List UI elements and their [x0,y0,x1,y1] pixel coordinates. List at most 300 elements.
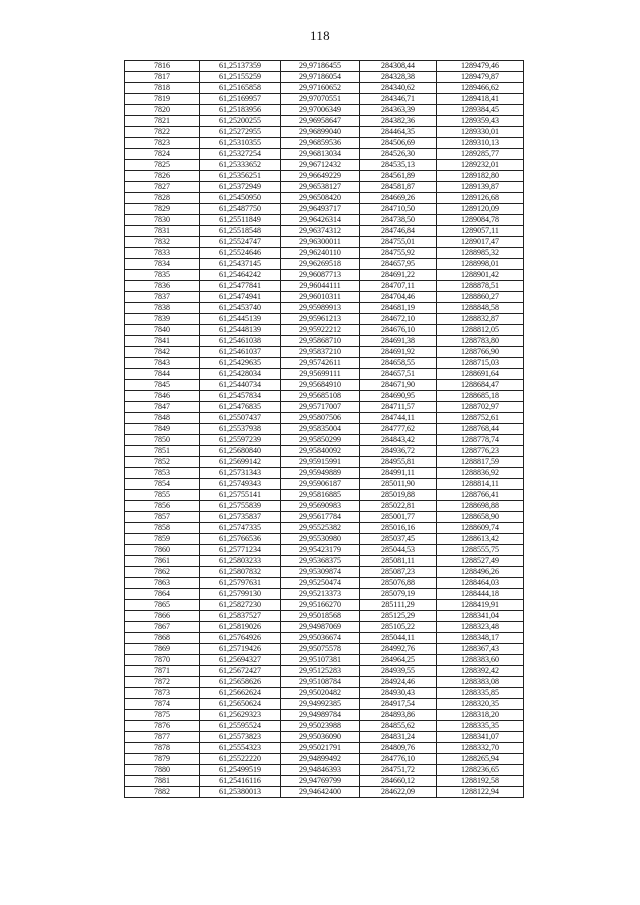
point-number-cell: 7852 [125,457,200,468]
latitude-cell: 61,25137359 [200,61,281,72]
y-coordinate-cell: 1288817,59 [437,457,524,468]
point-number-cell: 7862 [125,567,200,578]
latitude-cell: 61,25672427 [200,666,281,677]
longitude-cell: 29,95023988 [281,721,360,732]
table-row [125,116,524,127]
table-row [125,567,524,578]
y-coordinate-cell: 1288848,58 [437,303,524,314]
x-coordinate-cell: 284691,22 [360,270,437,281]
y-coordinate-cell: 1288766,90 [437,347,524,358]
x-coordinate-cell: 284843,42 [360,435,437,446]
x-coordinate-cell: 285044,11 [360,633,437,644]
point-number-cell: 7846 [125,391,200,402]
table-row [125,424,524,435]
point-number-cell: 7825 [125,160,200,171]
x-coordinate-cell: 284672,10 [360,314,437,325]
y-coordinate-cell: 1289384,45 [437,105,524,116]
longitude-cell: 29,95108784 [281,677,360,688]
y-coordinate-cell: 1289479,46 [437,61,524,72]
point-number-cell: 7853 [125,468,200,479]
y-coordinate-cell: 1289182,80 [437,171,524,182]
y-coordinate-cell: 1289285,77 [437,149,524,160]
latitude-cell: 61,25650624 [200,699,281,710]
table-row [125,149,524,160]
point-number-cell: 7873 [125,688,200,699]
table-row [125,248,524,259]
y-coordinate-cell: 1288236,65 [437,765,524,776]
longitude-cell: 29,94769799 [281,776,360,787]
longitude-cell: 29,95213373 [281,589,360,600]
y-coordinate-cell: 1288335,85 [437,688,524,699]
x-coordinate-cell: 285105,22 [360,622,437,633]
y-coordinate-cell: 1288658,90 [437,512,524,523]
x-coordinate-cell: 285022,81 [360,501,437,512]
latitude-cell: 61,25474941 [200,292,281,303]
latitude-cell: 61,25416116 [200,776,281,787]
longitude-cell: 29,95107381 [281,655,360,666]
point-number-cell: 7845 [125,380,200,391]
table-row [125,160,524,171]
table-row [125,710,524,721]
table-row [125,314,524,325]
x-coordinate-cell: 284464,35 [360,127,437,138]
y-coordinate-cell: 1288832,87 [437,314,524,325]
y-coordinate-cell: 1288323,48 [437,622,524,633]
point-number-cell: 7820 [125,105,200,116]
longitude-cell: 29,95250474 [281,578,360,589]
latitude-cell: 61,25537938 [200,424,281,435]
x-coordinate-cell: 284936,72 [360,446,437,457]
longitude-cell: 29,97186455 [281,61,360,72]
table-row [125,622,524,633]
latitude-cell: 61,25699142 [200,457,281,468]
x-coordinate-cell: 284776,10 [360,754,437,765]
table-row [125,512,524,523]
latitude-cell: 61,25766536 [200,534,281,545]
y-coordinate-cell: 1289126,68 [437,193,524,204]
point-number-cell: 7882 [125,787,200,798]
x-coordinate-cell: 284855,62 [360,721,437,732]
table-row [125,677,524,688]
longitude-cell: 29,95906187 [281,479,360,490]
point-number-cell: 7827 [125,182,200,193]
y-coordinate-cell: 1288766,41 [437,490,524,501]
table-row [125,490,524,501]
x-coordinate-cell: 284506,69 [360,138,437,149]
table-row [125,545,524,556]
table-row [125,446,524,457]
table-row [125,325,524,336]
table-row [125,776,524,787]
longitude-cell: 29,97186054 [281,72,360,83]
table-row [125,611,524,622]
x-coordinate-cell: 284526,30 [360,149,437,160]
latitude-cell: 61,25807832 [200,567,281,578]
y-coordinate-cell: 1288752,61 [437,413,524,424]
longitude-cell: 29,95840092 [281,446,360,457]
longitude-cell: 29,95717007 [281,402,360,413]
table-row [125,721,524,732]
point-number-cell: 7859 [125,534,200,545]
latitude-cell: 61,25595524 [200,721,281,732]
latitude-cell: 61,25487750 [200,204,281,215]
point-number-cell: 7876 [125,721,200,732]
table-row [125,556,524,567]
point-number-cell: 7821 [125,116,200,127]
y-coordinate-cell: 1288348,17 [437,633,524,644]
longitude-cell: 29,95166270 [281,600,360,611]
x-coordinate-cell: 284755,92 [360,248,437,259]
x-coordinate-cell: 284924,46 [360,677,437,688]
latitude-cell: 61,25694327 [200,655,281,666]
latitude-cell: 61,25445139 [200,314,281,325]
latitude-cell: 61,25719426 [200,644,281,655]
x-coordinate-cell: 285016,16 [360,523,437,534]
point-number-cell: 7870 [125,655,200,666]
y-coordinate-cell: 1289479,87 [437,72,524,83]
table-row [125,105,524,116]
y-coordinate-cell: 1288392,42 [437,666,524,677]
point-number-cell: 7816 [125,61,200,72]
y-coordinate-cell: 1289418,41 [437,94,524,105]
point-number-cell: 7878 [125,743,200,754]
longitude-cell: 29,95868710 [281,336,360,347]
point-number-cell: 7849 [125,424,200,435]
table-row [125,765,524,776]
longitude-cell: 29,96958647 [281,116,360,127]
table-row [125,402,524,413]
longitude-cell: 29,96087713 [281,270,360,281]
x-coordinate-cell: 284738,50 [360,215,437,226]
table-row [125,754,524,765]
latitude-cell: 61,25165858 [200,83,281,94]
point-number-cell: 7860 [125,545,200,556]
y-coordinate-cell: 1288684,47 [437,380,524,391]
point-number-cell: 7869 [125,644,200,655]
point-number-cell: 7867 [125,622,200,633]
table-row [125,523,524,534]
latitude-cell: 61,25450950 [200,193,281,204]
longitude-cell: 29,95530980 [281,534,360,545]
x-coordinate-cell: 284308,44 [360,61,437,72]
point-number-cell: 7868 [125,633,200,644]
point-number-cell: 7858 [125,523,200,534]
y-coordinate-cell: 1288901,42 [437,270,524,281]
y-coordinate-cell: 1288609,74 [437,523,524,534]
latitude-cell: 61,25827230 [200,600,281,611]
latitude-cell: 61,25461038 [200,336,281,347]
y-coordinate-cell: 1288776,23 [437,446,524,457]
table-row [125,336,524,347]
point-number-cell: 7874 [125,699,200,710]
y-coordinate-cell: 1288496,26 [437,567,524,578]
y-coordinate-cell: 1288998,01 [437,259,524,270]
x-coordinate-cell: 285001,77 [360,512,437,523]
table-row [125,578,524,589]
point-number-cell: 7840 [125,325,200,336]
latitude-cell: 61,25837527 [200,611,281,622]
x-coordinate-cell: 284382,36 [360,116,437,127]
y-coordinate-cell: 1289139,87 [437,182,524,193]
table-row [125,534,524,545]
point-number-cell: 7839 [125,314,200,325]
table-row [125,281,524,292]
longitude-cell: 29,96300011 [281,237,360,248]
y-coordinate-cell: 1288878,51 [437,281,524,292]
longitude-cell: 29,95850299 [281,435,360,446]
point-number-cell: 7855 [125,490,200,501]
x-coordinate-cell: 284657,51 [360,369,437,380]
y-coordinate-cell: 1288192,58 [437,776,524,787]
latitude-cell: 61,25522220 [200,754,281,765]
point-number-cell: 7829 [125,204,200,215]
longitude-cell: 29,96493717 [281,204,360,215]
longitude-cell: 29,94987069 [281,622,360,633]
y-coordinate-cell: 1288685,18 [437,391,524,402]
table-row [125,94,524,105]
table-row [125,237,524,248]
point-number-cell: 7856 [125,501,200,512]
point-number-cell: 7823 [125,138,200,149]
latitude-cell: 61,25799130 [200,589,281,600]
longitude-cell: 29,95125283 [281,666,360,677]
x-coordinate-cell: 284657,95 [360,259,437,270]
point-number-cell: 7817 [125,72,200,83]
point-number-cell: 7875 [125,710,200,721]
table-row [125,666,524,677]
x-coordinate-cell: 284340,62 [360,83,437,94]
table-row [125,391,524,402]
table-row [125,292,524,303]
longitude-cell: 29,95036090 [281,732,360,743]
point-number-cell: 7830 [125,215,200,226]
latitude-cell: 61,25658626 [200,677,281,688]
x-coordinate-cell: 285079,19 [360,589,437,600]
point-number-cell: 7843 [125,358,200,369]
point-number-cell: 7864 [125,589,200,600]
table-row [125,699,524,710]
latitude-cell: 61,25749343 [200,479,281,490]
longitude-cell: 29,95915991 [281,457,360,468]
x-coordinate-cell: 284744,11 [360,413,437,424]
longitude-cell: 29,95368375 [281,556,360,567]
point-number-cell: 7836 [125,281,200,292]
x-coordinate-cell: 284992,76 [360,644,437,655]
x-coordinate-cell: 284893,86 [360,710,437,721]
y-coordinate-cell: 1288812,05 [437,325,524,336]
x-coordinate-cell: 284658,55 [360,358,437,369]
latitude-cell: 61,25573823 [200,732,281,743]
y-coordinate-cell: 1289084,78 [437,215,524,226]
longitude-cell: 29,94992385 [281,699,360,710]
table-row [125,72,524,83]
y-coordinate-cell: 1288318,20 [437,710,524,721]
x-coordinate-cell: 284691,38 [360,336,437,347]
latitude-cell: 61,25453740 [200,303,281,314]
x-coordinate-cell: 284363,39 [360,105,437,116]
y-coordinate-cell: 1288985,32 [437,248,524,259]
point-number-cell: 7832 [125,237,200,248]
y-coordinate-cell: 1288122,94 [437,787,524,798]
y-coordinate-cell: 1289310,13 [437,138,524,149]
y-coordinate-cell: 1288383,60 [437,655,524,666]
latitude-cell: 61,25771234 [200,545,281,556]
table-row [125,468,524,479]
x-coordinate-cell: 284707,11 [360,281,437,292]
table-row [125,303,524,314]
x-coordinate-cell: 285076,88 [360,578,437,589]
table-row [125,204,524,215]
table-row [125,226,524,237]
latitude-cell: 61,25380013 [200,787,281,798]
longitude-cell: 29,96712432 [281,160,360,171]
y-coordinate-cell: 1288778,74 [437,435,524,446]
y-coordinate-cell: 1288341,07 [437,732,524,743]
table-row [125,358,524,369]
table-row [125,435,524,446]
x-coordinate-cell: 284561,89 [360,171,437,182]
table-row [125,380,524,391]
point-number-cell: 7848 [125,413,200,424]
x-coordinate-cell: 284930,43 [360,688,437,699]
x-coordinate-cell: 284581,87 [360,182,437,193]
x-coordinate-cell: 284535,13 [360,160,437,171]
point-number-cell: 7866 [125,611,200,622]
y-coordinate-cell: 1288444,18 [437,589,524,600]
point-number-cell: 7880 [125,765,200,776]
longitude-cell: 29,97160652 [281,83,360,94]
longitude-cell: 29,95816885 [281,490,360,501]
table-row [125,127,524,138]
table-row [125,138,524,149]
x-coordinate-cell: 284346,71 [360,94,437,105]
longitude-cell: 29,96044111 [281,281,360,292]
table-row [125,633,524,644]
latitude-cell: 61,25511849 [200,215,281,226]
x-coordinate-cell: 285037,45 [360,534,437,545]
point-number-cell: 7838 [125,303,200,314]
y-coordinate-cell: 1288691,64 [437,369,524,380]
point-number-cell: 7831 [125,226,200,237]
latitude-cell: 61,25464242 [200,270,281,281]
x-coordinate-cell: 284691,92 [360,347,437,358]
point-number-cell: 7826 [125,171,200,182]
point-number-cell: 7833 [125,248,200,259]
y-coordinate-cell: 1288332,70 [437,743,524,754]
y-coordinate-cell: 1288383,08 [437,677,524,688]
latitude-cell: 61,25507437 [200,413,281,424]
table-row [125,787,524,798]
longitude-cell: 29,94989784 [281,710,360,721]
point-number-cell: 7879 [125,754,200,765]
latitude-cell: 61,25597239 [200,435,281,446]
table-row [125,688,524,699]
latitude-cell: 61,25797631 [200,578,281,589]
coordinates-table [124,60,524,798]
y-coordinate-cell: 1288419,91 [437,600,524,611]
point-number-cell: 7842 [125,347,200,358]
longitude-cell: 29,95961213 [281,314,360,325]
latitude-cell: 61,25476835 [200,402,281,413]
table-row [125,193,524,204]
latitude-cell: 61,25448139 [200,325,281,336]
latitude-cell: 61,25499519 [200,765,281,776]
longitude-cell: 29,94846393 [281,765,360,776]
latitude-cell: 61,25755141 [200,490,281,501]
latitude-cell: 61,25735837 [200,512,281,523]
table-row [125,644,524,655]
table-row [125,215,524,226]
longitude-cell: 29,96899040 [281,127,360,138]
table-row [125,347,524,358]
longitude-cell: 29,95075578 [281,644,360,655]
y-coordinate-cell: 1289017,47 [437,237,524,248]
longitude-cell: 29,95684910 [281,380,360,391]
x-coordinate-cell: 284955,81 [360,457,437,468]
table-row [125,600,524,611]
point-number-cell: 7850 [125,435,200,446]
latitude-cell: 61,25440734 [200,380,281,391]
x-coordinate-cell: 284676,10 [360,325,437,336]
longitude-cell: 29,95699111 [281,369,360,380]
longitude-cell: 29,95020482 [281,688,360,699]
latitude-cell: 61,25372949 [200,182,281,193]
latitude-cell: 61,25437145 [200,259,281,270]
table-row [125,369,524,380]
longitude-cell: 29,95690983 [281,501,360,512]
latitude-cell: 61,25200255 [200,116,281,127]
table-row [125,479,524,490]
longitude-cell: 29,95021791 [281,743,360,754]
point-number-cell: 7854 [125,479,200,490]
point-number-cell: 7865 [125,600,200,611]
x-coordinate-cell: 285111,29 [360,600,437,611]
latitude-cell: 61,25629323 [200,710,281,721]
x-coordinate-cell: 284671,90 [360,380,437,391]
y-coordinate-cell: 1289057,11 [437,226,524,237]
y-coordinate-cell: 1288464,03 [437,578,524,589]
latitude-cell: 61,25680840 [200,446,281,457]
y-coordinate-cell: 1288555,75 [437,545,524,556]
y-coordinate-cell: 1289232,01 [437,160,524,171]
x-coordinate-cell: 284939,55 [360,666,437,677]
table-row [125,457,524,468]
point-number-cell: 7837 [125,292,200,303]
longitude-cell: 29,97070551 [281,94,360,105]
latitude-cell: 61,25310355 [200,138,281,149]
latitude-cell: 61,25327254 [200,149,281,160]
table-row [125,259,524,270]
latitude-cell: 61,25477841 [200,281,281,292]
table-row [125,83,524,94]
latitude-cell: 61,25662624 [200,688,281,699]
y-coordinate-cell: 1288367,43 [437,644,524,655]
x-coordinate-cell: 284690,95 [360,391,437,402]
latitude-cell: 61,25524747 [200,237,281,248]
point-number-cell: 7835 [125,270,200,281]
latitude-cell: 61,25819026 [200,622,281,633]
table-row [125,413,524,424]
y-coordinate-cell: 1288715,03 [437,358,524,369]
x-coordinate-cell: 284777,62 [360,424,437,435]
y-coordinate-cell: 1288341,04 [437,611,524,622]
longitude-cell: 29,95742611 [281,358,360,369]
point-number-cell: 7851 [125,446,200,457]
longitude-cell: 29,96374312 [281,226,360,237]
x-coordinate-cell: 284991,11 [360,468,437,479]
latitude-cell: 61,25747335 [200,523,281,534]
y-coordinate-cell: 1288783,80 [437,336,524,347]
